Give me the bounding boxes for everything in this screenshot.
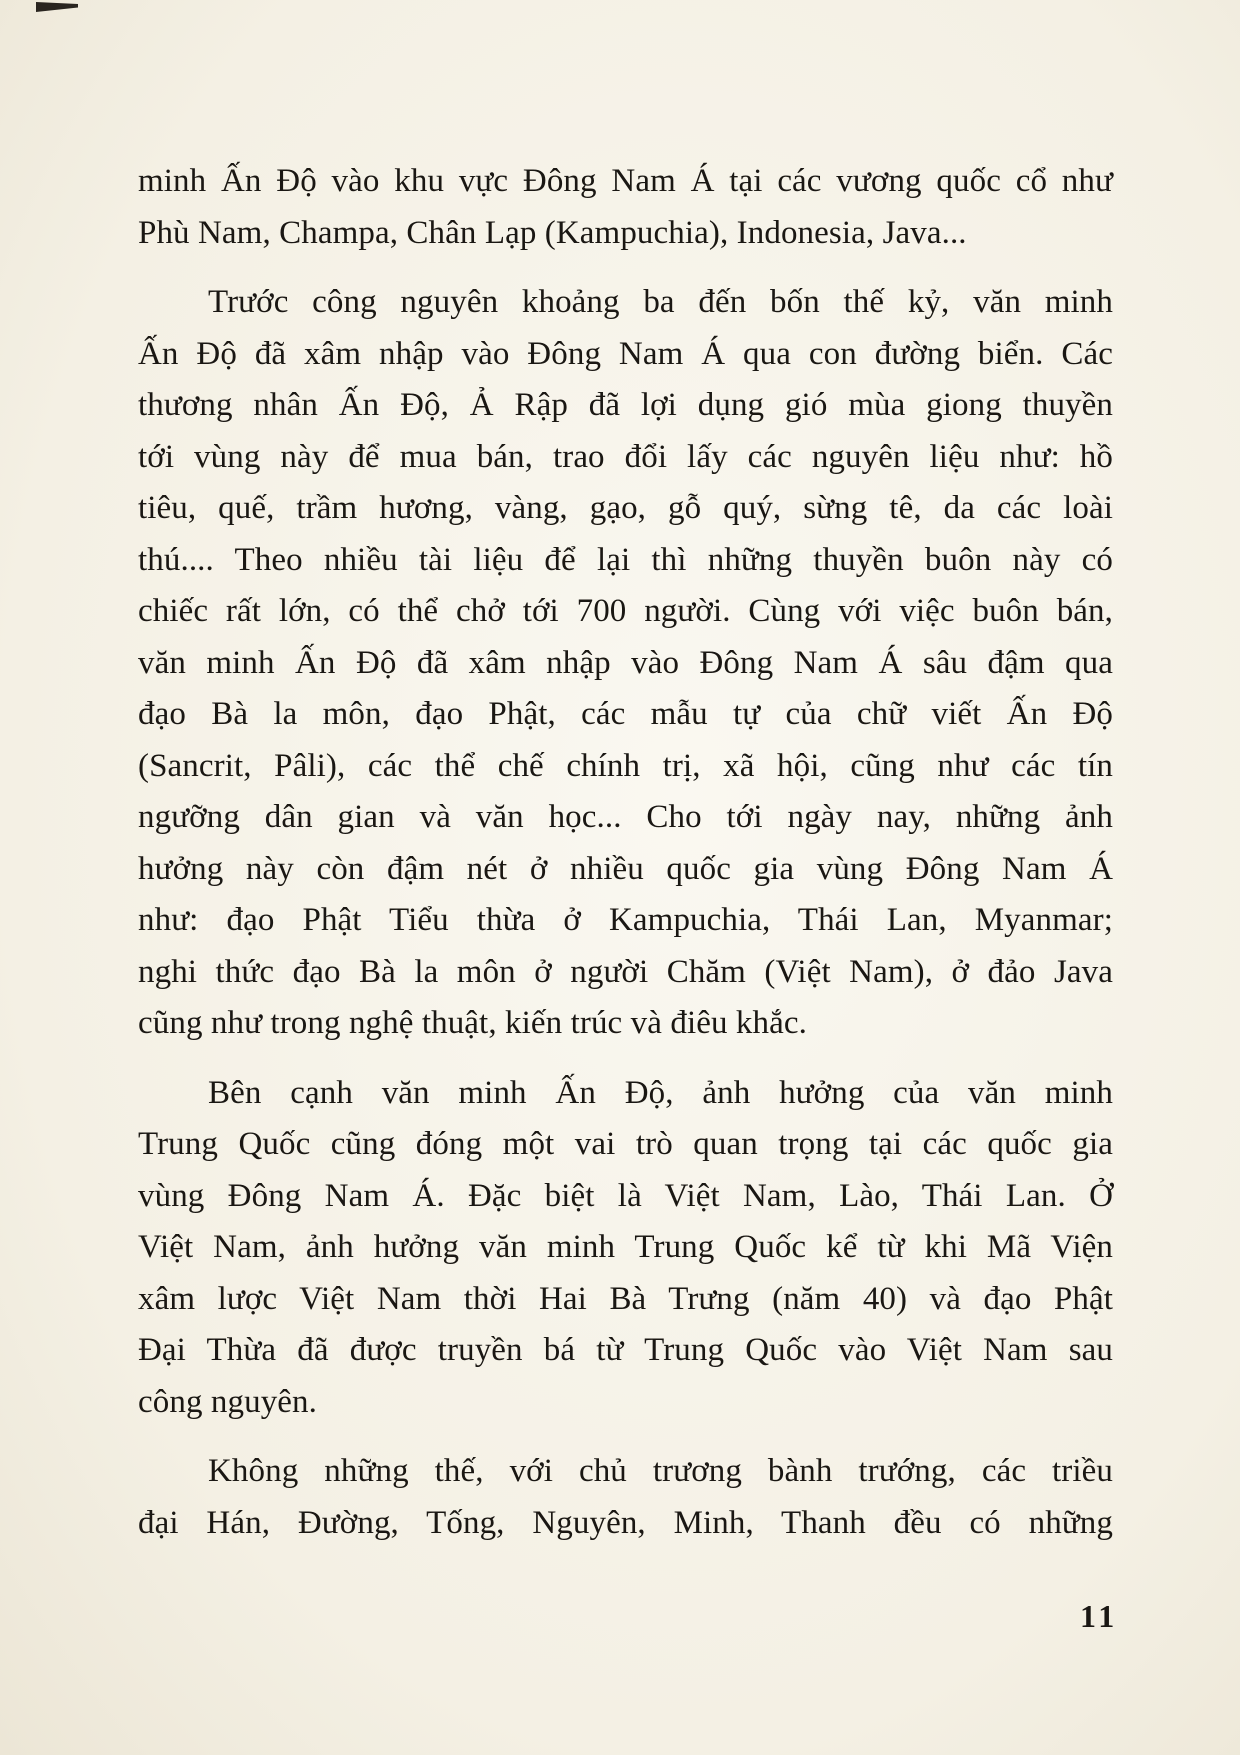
paragraph-3 xyxy=(138,1068,1113,1429)
text-line: đại Hán, Đường, Tống, Nguyên, Minh, Thanh đều có những xyxy=(138,1504,1113,1541)
text-line: tới vùng này để mua bán, trao đổi lấy các nguyên liệu như: hồ xyxy=(138,438,1113,475)
text-line: đạo Bà la môn, đạo Phật, các mẫu tự của chữ viết Ấn Độ xyxy=(138,696,1113,732)
paragraph-1 xyxy=(138,156,1113,259)
text-line: thú.... Theo nhiều tài liệu để lại thì những thuyền buôn này có xyxy=(138,541,1113,578)
text-line: (Sancrit, Pâli), các thể chế chính trị, xã hội, cũng như các tín xyxy=(138,747,1113,784)
text-line: Trước công nguyên khoảng ba đến bốn thế kỷ, văn minh xyxy=(208,284,1113,320)
text-line: Đại Thừa đã được truyền bá từ Trung Quốc vào Việt Nam sau xyxy=(138,1332,1113,1368)
text-line: Phù Nam, Champa, Chân Lạp (Kampuchia), Indonesia, Java... xyxy=(138,214,967,251)
text-line: văn minh Ấn Độ đã xâm nhập vào Đông Nam Á sâu đậm qua xyxy=(138,644,1113,681)
text-line: chiếc rất lớn, có thể chở tới 700 người. Cùng với việc buôn bán, xyxy=(138,593,1113,629)
scan-corner-mark xyxy=(36,2,78,12)
text-line: nghi thức đạo Bà la môn ở người Chăm (Việt Nam), ở đảo Java xyxy=(138,953,1113,990)
text-line: Không những thế, với chủ trương bành trướng, các triều xyxy=(208,1453,1113,1489)
text-line: như: đạo Phật Tiểu thừa ở Kampuchia, Thái Lan, Myanmar; xyxy=(138,902,1113,938)
text-line: minh Ấn Độ vào khu vực Đông Nam Á tại các vương quốc cổ như xyxy=(138,163,1113,199)
page-number: 11 xyxy=(1080,1598,1119,1634)
text-line: cũng như trong nghệ thuật, kiến trúc và điêu khắc. xyxy=(138,1005,807,1041)
text-line: hưởng này còn đậm nét ở nhiều quốc gia vùng Đông Nam Á xyxy=(138,850,1113,887)
text-line: Việt Nam, ảnh hưởng văn minh Trung Quốc kể từ khi Mã Viện xyxy=(138,1229,1113,1265)
text-line: ngưỡng dân gian và văn học... Cho tới ngày nay, những ảnh xyxy=(138,799,1113,835)
body-text xyxy=(138,156,1113,1549)
text-line: thương nhân Ấn Độ, Ả Rập đã lợi dụng gió mùa giong thuyền xyxy=(138,387,1113,423)
text-line: tiêu, quế, trầm hương, vàng, gạo, gỗ quý, sừng tê, da các loài xyxy=(138,490,1113,526)
text-line: vùng Đông Nam Á. Đặc biệt là Việt Nam, Lào, Thái Lan. Ở xyxy=(138,1177,1113,1214)
paragraph-2 xyxy=(138,277,1113,1050)
text-line: xâm lược Việt Nam thời Hai Bà Trưng (năm 40) và đạo Phật xyxy=(138,1280,1113,1317)
text-line: Ấn Độ đã xâm nhập vào Đông Nam Á qua con đường biển. Các xyxy=(138,335,1113,372)
paragraph-4 xyxy=(138,1446,1113,1549)
text-line: Bên cạnh văn minh Ấn Độ, ảnh hưởng của văn minh xyxy=(208,1074,1113,1111)
text-line: công nguyên. xyxy=(138,1383,317,1420)
text-line: Trung Quốc cũng đóng một vai trò quan trọng tại các quốc gia xyxy=(138,1126,1113,1162)
